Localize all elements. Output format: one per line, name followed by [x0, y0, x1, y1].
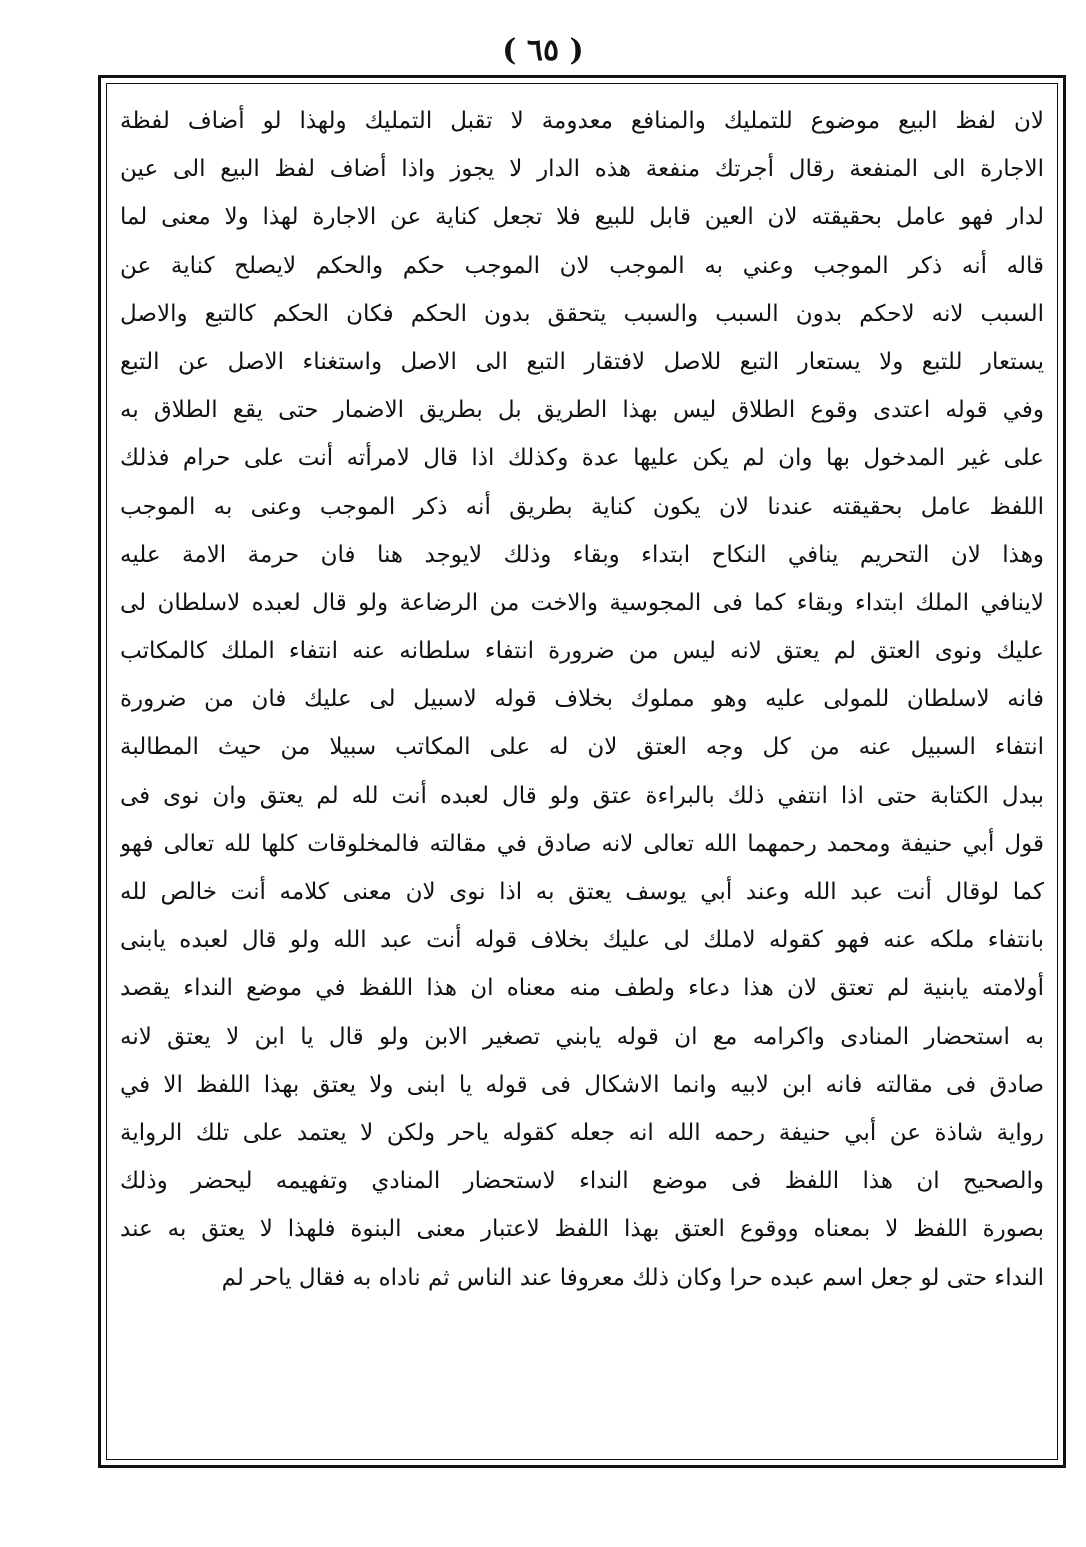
text-line: بانتفاء ملكه عنه فهو كقوله لاملك لى عليك بخلاف قوله أنت عبد الله ولو قال لعبده يابنى: [120, 927, 1044, 954]
text-line: رواية شاذة عن أبي حنيفة رحمه الله انه جعله كقوله ياحر ولكن لا يعتمد على تلك الرواية: [120, 1119, 1044, 1146]
text-line: بصورة اللفظ لا بمعناه ووقوع العتق بهذا اللفظ لاعتبار معنى البنوة فلهذا لا يعتق به عند: [120, 1216, 1044, 1243]
text-line: وفي قوله اعتدى وقوع الطلاق ليس بهذا الطريق بل بطريق الاضمار حتى يقع الطلاق به: [120, 397, 1044, 424]
text-line: به استحضار المنادى واكرامه مع ان قوله يابني تصغير الابن ولو قال يا ابن لا يعتق لانه: [120, 1023, 1044, 1050]
text-line: السبب لانه لاحكم بدون السبب والسبب يتحقق بدون الحكم فكان الحكم كالتبع والاصل: [120, 300, 1044, 327]
text-line: لاينافي الملك ابتداء وبقاء كما فى المجوسية والاخت من الرضاعة ولو قال لعبده لاسلطان لى: [120, 589, 1044, 616]
text-line: اللفظ عامل بحقيقته عندنا لان يكون كناية بطريق أنه ذكر الموجب وعنى به الموجب: [120, 493, 1044, 520]
text-line: يستعار للتبع ولا يستعار التبع للاصل لافتقار التبع الى الاصل واستغناء الاصل عن التبع: [120, 348, 1044, 375]
text-line: ببدل الكتابة حتى اذا انتفي ذلك بالبراءة عتق ولو قال لعبده أنت لله لم يعتق وان نوى فى: [120, 782, 1044, 809]
text-line: لان لفظ البيع موضوع للتمليك والمنافع معدومة لا تقبل التمليك ولهذا لو أضاف لفظة: [120, 108, 1044, 134]
text-line: أولامته يابنية لم تعتق لان هذا دعاء ولطف منه معناه ان هذا اللفظ في موضع النداء يقصد: [120, 975, 1044, 1002]
text-line: على غير المدخول بها وان لم يكن عليها عدة وكذلك اذا قال لامرأته أنت على حرام فذلك: [120, 445, 1044, 472]
text-line: وهذا لان التحريم ينافي النكاح ابتداء وبقاء وذلك لايوجد هنا فان حرمة الامة عليه: [120, 541, 1044, 568]
text-line: قول أبي حنيفة ومحمد رحمهما الله تعالى لانه صادق في مقالته فالمخلوقات كلها لله تعالى فهو: [120, 830, 1044, 857]
text-line: فانه لاسلطان للمولى عليه وهو مملوك بخلاف قوله لاسبيل لى عليك فان من ضرورة: [120, 686, 1044, 713]
text-line: الاجارة الى المنفعة رقال أجرتك منفعة هذه الدار لا يجوز واذا أضاف لفظ البيع الى عين: [120, 156, 1044, 183]
text-line: انتفاء السبيل عنه من كل وجه العتق لان له على المكاتب سبيلا من حيث المطالبة: [120, 734, 1044, 761]
text-line: والصحيح ان هذا اللفظ فى موضع النداء لاستحضار المنادي وتفهيمه ليحضر وذلك: [120, 1168, 1044, 1195]
text-line: قاله أنه ذكر الموجب وعني به الموجب لان الموجب حكم والحكم لايصلح كناية عن: [120, 252, 1044, 279]
text-line: كما لوقال أنت عبد الله وعند أبي يوسف يعتق به اذا نوى لان معنى كلامه أنت خالص لله: [120, 879, 1044, 905]
text-line: صادق فى مقالته فانه ابن لابيه وانما الاشكال فى قوله يا ابنى ولا يعتق بهذا اللفظ الا في: [120, 1071, 1044, 1098]
text-body: [120, 97, 1044, 1447]
text-line: لدار فهو عامل بحقيقته لان العين قابل للبيع فلا تجعل كناية عن الاجارة لهذا ولا معنى لما: [120, 204, 1044, 231]
text-line: النداء حتى لو جعل اسم عبده حرا وكان ذلك معروفا عند الناس ثم ناداه به فقال ياحر لم: [221, 1264, 1044, 1291]
text-line: عليك ونوى العتق لم يعتق لانه ليس من ضرورة انتفاء سلطانه عنه انتفاء الملك كالمكاتب: [120, 638, 1044, 665]
page-number: ( ٦٥ ): [502, 33, 584, 68]
